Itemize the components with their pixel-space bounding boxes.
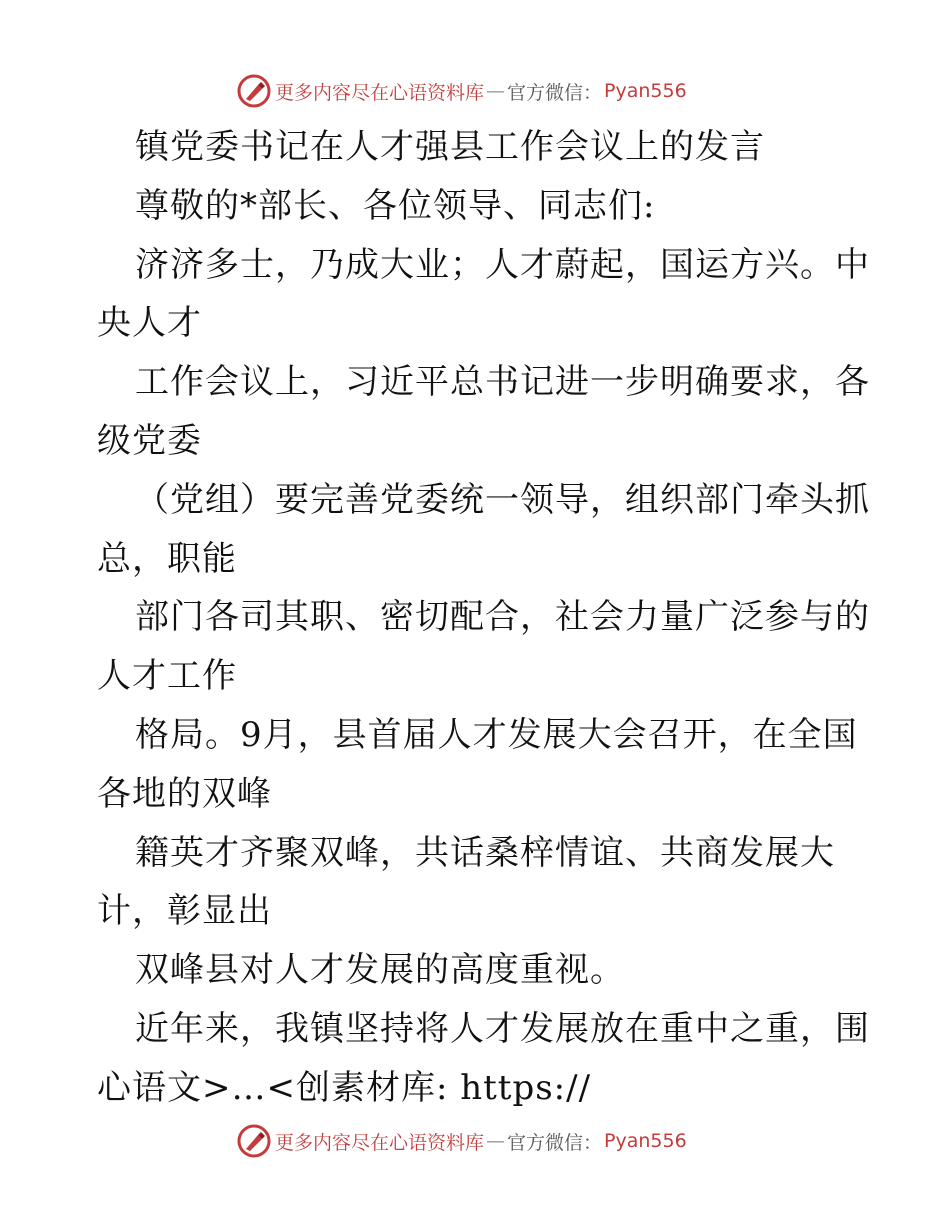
paragraph-line: 级党委: [97, 420, 202, 461]
paragraph-line: 济济多士，乃成大业；人才蔚起，国运方兴。中: [135, 244, 870, 285]
paragraph-line: 人才工作: [97, 656, 237, 697]
watermark-official-label: 官方微信：: [507, 1131, 603, 1154]
footer-watermark: [237, 1121, 757, 1161]
paragraph-line: 总，职能: [97, 538, 237, 579]
paragraph-line: 各地的双峰: [97, 773, 272, 814]
paragraph-line: 心语文>…<创素材库: https://: [97, 1067, 592, 1108]
paragraph-line: 部门各司其职、密切配合，社会力量广泛参与的: [135, 597, 870, 638]
watermark-text: 更多内容尽在心语资料库: [275, 1131, 485, 1154]
watermark-text: 更多内容尽在心语资料库: [275, 81, 485, 104]
paragraph-line: 双峰县对人才发展的高度重视。: [135, 950, 625, 991]
document-body: [97, 118, 870, 1118]
paragraph-line: 计，彰显出: [97, 891, 272, 932]
paragraph-line: 籍英才齐聚双峰，共话桑梓情谊、共商发展大: [135, 832, 835, 873]
paragraph-line: 央人才: [97, 303, 202, 344]
watermark-separator: —: [486, 80, 506, 102]
watermark-official-label: 官方微信：: [507, 81, 603, 104]
paragraph-line: 格局。9月，县首届人才发展大会召开，在全国: [135, 714, 858, 755]
watermark-wechat-id: Pyan556: [604, 1130, 687, 1152]
watermark-wechat-id: Pyan556: [604, 80, 687, 102]
document-title: 镇党委书记在人才强县工作会议上的发言: [135, 127, 765, 167]
paragraph-line: 工作会议上，习近平总书记进一步明确要求，各: [135, 362, 870, 403]
paragraph-line: 近年来，我镇坚持将人才发展放在重中之重，围: [135, 1008, 870, 1049]
header-watermark: [237, 71, 757, 111]
pen-nib-circle-icon: [237, 1124, 271, 1158]
paragraph-line: （党组）要完善党委统一领导，组织部门牵头抓: [135, 479, 870, 520]
pen-nib-circle-icon: [237, 74, 271, 108]
watermark-separator: —: [486, 1130, 506, 1152]
salutation: 尊敬的*部长、各位领导、同志们:: [135, 185, 656, 226]
